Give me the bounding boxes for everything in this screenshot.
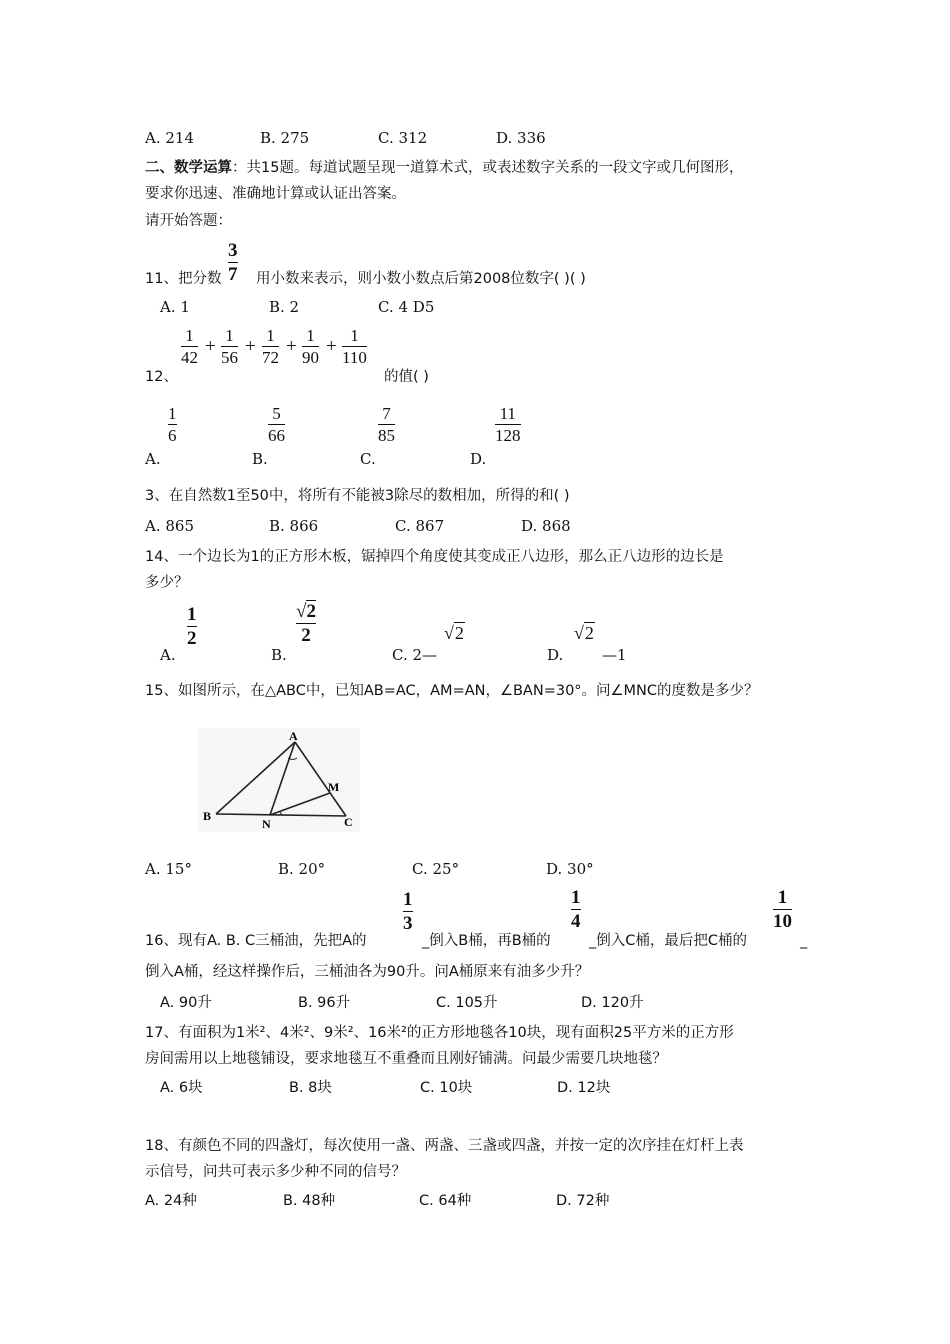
- denominator: 42: [181, 348, 198, 367]
- q16-option-a: A. 90升: [160, 995, 212, 1011]
- numerator: 11: [499, 404, 516, 423]
- radical-sign: √: [296, 601, 307, 622]
- q18-option-a: A. 24种: [145, 1193, 197, 1209]
- q12-term-5: [342, 326, 367, 367]
- denominator: 85: [378, 426, 395, 445]
- start-prompt: 请开始答题：: [145, 213, 232, 229]
- q12-option-d-label: D.: [470, 450, 487, 468]
- q18-option-c: C. 64种: [419, 1193, 472, 1209]
- q12-option-d-fraction: [495, 404, 521, 445]
- plus-sign: +: [245, 336, 256, 357]
- q16-fraction-3: [773, 887, 792, 932]
- q12-option-a-label: A.: [145, 450, 161, 468]
- radicand: 2: [584, 623, 594, 643]
- plus-sign: +: [326, 336, 337, 357]
- fraction-bar: [403, 911, 413, 912]
- q15-text: 15、如图所示，在△ABC中，已知AB=AC，AM=AN，∠BAN=30°。问∠MNC的度数是多少？: [145, 683, 759, 699]
- q15-option-a: A. 15°: [145, 860, 192, 878]
- q17-text-line2: 房间需用以上地毯铺设，要求地毯互不重叠而且刚好铺满。问最少需要几块地毯？: [145, 1051, 667, 1067]
- q14-option-b-label: B.: [271, 646, 287, 664]
- q11-prefix: 11、把分数: [145, 271, 222, 287]
- q14-option-a-label: A.: [160, 646, 176, 664]
- q16-text-line2: 倒入A桶，经这样操作后，三桶油各为90升。问A桶原来有油多少升？: [145, 964, 590, 980]
- q17-option-c: C. 10块: [420, 1080, 473, 1096]
- q10-option-a: A. 214: [145, 129, 194, 147]
- section-intro-line2: 要求你迅速、准确地计算或认证出答案。: [145, 186, 406, 202]
- q12-term-2: [221, 326, 238, 367]
- numerator: 1: [306, 326, 315, 345]
- radicand: 2: [306, 601, 316, 622]
- radicand: 2: [454, 623, 464, 643]
- radical-sign: √: [574, 623, 584, 643]
- denominator: 4: [571, 911, 581, 932]
- denominator: 66: [268, 426, 285, 445]
- q15-option-c: C. 25°: [412, 860, 460, 878]
- q11-option-b: B. 2: [269, 298, 300, 316]
- numerator-sqrt: [296, 601, 316, 622]
- fraction-bar: [296, 623, 316, 624]
- q12-option-c-label: C.: [360, 450, 376, 468]
- fraction-bar: [571, 909, 581, 910]
- q14-text-line1: 14、一个边长为1的正方形木板，锯掉四个角度使其变成正八边形，那么正八边形的边长是: [145, 549, 724, 565]
- q13-option-a: A. 865: [145, 517, 194, 535]
- fraction-bar: [221, 346, 238, 347]
- q16-text-part2: _倒入B桶，再B桶的: [422, 933, 551, 949]
- q16-option-c: C. 105升: [436, 995, 498, 1011]
- q17-option-d: D. 12块: [557, 1080, 611, 1096]
- denominator: 2: [187, 628, 197, 649]
- fraction-bar: [342, 346, 367, 347]
- section-title: 二、数学运算: [145, 160, 232, 176]
- q14-text-line2: 多少？: [145, 575, 189, 591]
- label-b: B: [203, 809, 212, 823]
- q14-option-c-label: C. 2—: [392, 646, 438, 664]
- denominator: 72: [262, 348, 279, 367]
- q11-option-a: A. 1: [160, 298, 190, 316]
- q14-option-d-label: D.: [547, 646, 564, 664]
- q17-text-line1: 17、有面积为1米²、4米²、9米²、16米²的正方形地毯各10块，现有面积25平方米的正方形: [145, 1025, 734, 1041]
- fraction-bar: [181, 346, 198, 347]
- q12-term-3: [262, 326, 279, 367]
- q14-option-d-suffix: —1: [602, 646, 627, 664]
- denominator: 10: [773, 911, 792, 932]
- fraction-bar: [268, 424, 285, 425]
- q10-option-d: D. 336: [496, 129, 546, 147]
- fraction-bar: [495, 424, 521, 425]
- denominator: 128: [495, 426, 521, 445]
- numerator: 1: [777, 887, 788, 908]
- q12-option-b-fraction: [268, 404, 285, 445]
- section-desc: ：共15题。每道试题呈现一道算术式，或表述数字关系的一段文字或几何图形，: [232, 160, 744, 176]
- q18-text-line2: 示信号，问共可表示多少种不同的信号？: [145, 1164, 406, 1180]
- q12-option-b-label: B.: [252, 450, 268, 468]
- fraction-bar: [228, 262, 238, 263]
- label-c: C: [344, 815, 353, 829]
- fraction-bar: [262, 346, 279, 347]
- q17-option-b: B. 8块: [289, 1080, 332, 1096]
- triangle-figure: [198, 728, 360, 832]
- q16-fraction-2: [571, 887, 581, 932]
- q10-option-b: B. 275: [260, 129, 310, 147]
- fraction-bar: [302, 346, 319, 347]
- q15-option-b: B. 20°: [278, 860, 326, 878]
- denominator: 90: [302, 348, 319, 367]
- numerator: 1: [266, 326, 275, 345]
- plus-sign: +: [286, 336, 297, 357]
- label-a: A: [289, 729, 298, 743]
- numerator: 5: [272, 404, 281, 423]
- numerator: 3: [228, 240, 238, 261]
- q14-option-a-fraction: [187, 604, 197, 649]
- q12-option-c-fraction: [378, 404, 395, 445]
- q15-option-d: D. 30°: [546, 860, 594, 878]
- numerator: 7: [382, 404, 391, 423]
- q18-text-line1: 18、有颜色不同的四盏灯，每次使用一盏、两盏、三盏或四盏，并按一定的次序挂在灯杆上表: [145, 1138, 744, 1154]
- denominator: 7: [228, 264, 238, 285]
- denominator: 2: [301, 625, 311, 646]
- q18-option-d: D. 72种: [556, 1193, 610, 1209]
- numerator: 1: [225, 326, 234, 345]
- numerator: 1: [403, 889, 413, 910]
- q13-option-b: B. 866: [269, 517, 319, 535]
- q11-option-c: C. 4 D5: [378, 298, 435, 316]
- numerator: 1: [571, 887, 581, 908]
- numerator: 1: [350, 326, 359, 345]
- label-m: M: [328, 780, 340, 794]
- q16-fraction-1: [403, 889, 413, 934]
- q13-text: 3、在自然数1至50中，将所有不能被3除尽的数相加，所得的和( ): [145, 488, 570, 504]
- denominator: 110: [342, 348, 367, 367]
- denominator: 56: [221, 348, 238, 367]
- q17-option-a: A. 6块: [160, 1080, 203, 1096]
- q11-fraction: [228, 240, 238, 285]
- q16-text-part3: _倒入C桶，最后把C桶的: [589, 933, 747, 949]
- q12-option-a-fraction: [168, 404, 177, 445]
- q16-text-part4: _: [800, 933, 808, 949]
- q12-prefix: 12、: [145, 369, 178, 385]
- q18-option-b: B. 48种: [283, 1193, 336, 1209]
- q14-option-c-sqrt: [444, 623, 465, 644]
- q12-term-1: [181, 326, 198, 367]
- plus-sign: +: [205, 336, 216, 357]
- denominator: 6: [168, 426, 177, 445]
- q16-option-d: D. 120升: [581, 995, 644, 1011]
- q12-suffix: 的值( ): [384, 369, 429, 385]
- q10-option-c: C. 312: [378, 129, 428, 147]
- q16-text-part1: 16、现有A. B. C三桶油，先把A的: [145, 933, 367, 949]
- fraction-bar: [187, 626, 197, 627]
- radical-sign: √: [444, 623, 454, 643]
- fraction-bar: [378, 424, 395, 425]
- fraction-bar: [168, 424, 177, 425]
- denominator: 3: [403, 913, 413, 934]
- section-intro-line1: [145, 158, 743, 178]
- q14-option-b-fraction: [296, 601, 316, 646]
- fraction-bar: [773, 909, 792, 910]
- q13-option-d: D. 868: [521, 517, 571, 535]
- q13-option-c: C. 867: [395, 517, 445, 535]
- q12-term-4: [302, 326, 319, 367]
- numerator: 1: [185, 326, 194, 345]
- q16-option-b: B. 96升: [298, 995, 351, 1011]
- q11-text: 用小数来表示，则小数小数点后第2008位数字( )( ): [256, 271, 586, 287]
- numerator: 1: [187, 604, 197, 625]
- q14-option-d-sqrt: [574, 623, 595, 644]
- label-n: N: [262, 817, 271, 831]
- numerator: 1: [168, 404, 177, 423]
